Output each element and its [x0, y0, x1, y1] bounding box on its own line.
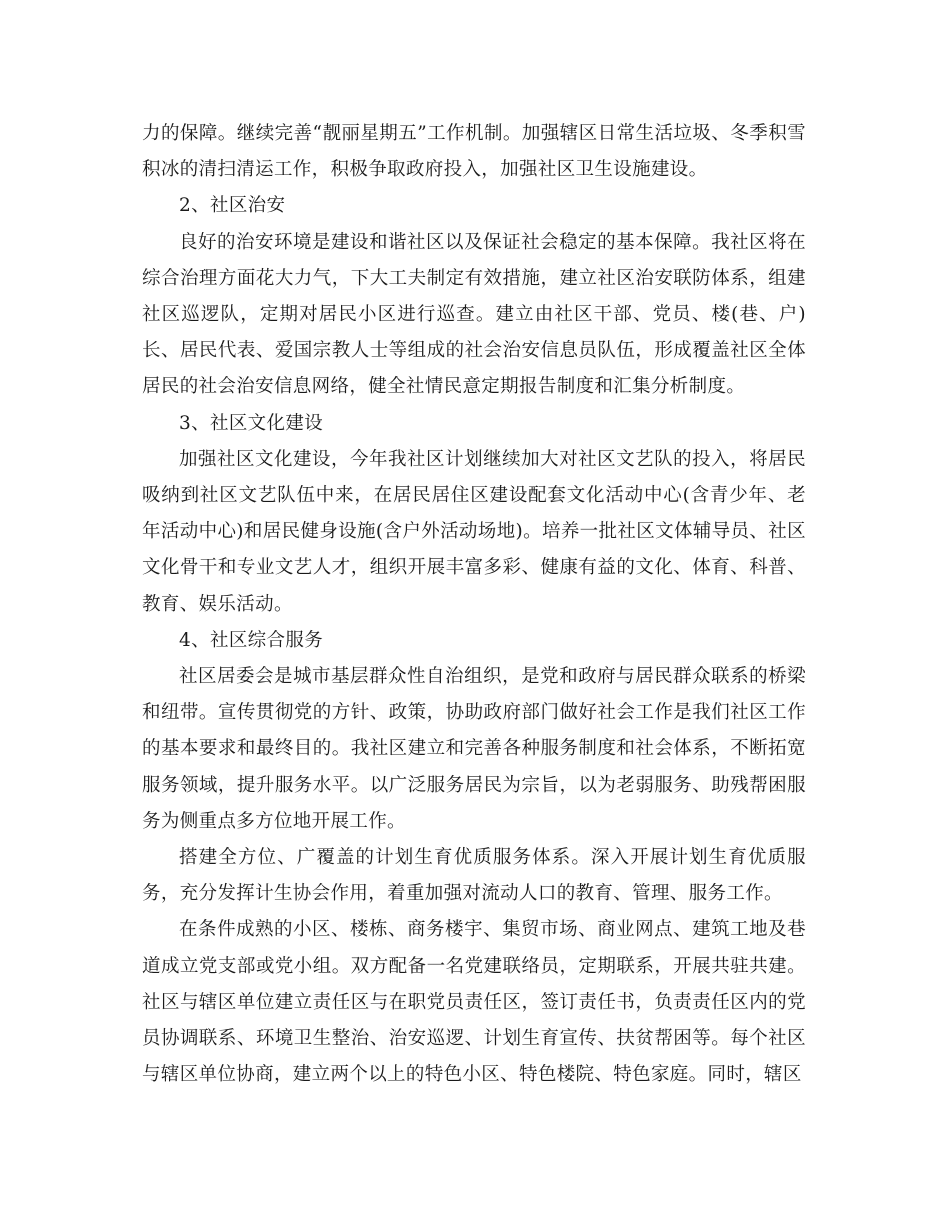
section-heading-culture: 3、社区文化建设: [179, 412, 324, 434]
document-body: [142, 116, 806, 1093]
section-heading-public-security: 2、社区治安: [179, 195, 286, 217]
paragraph-public-security: 良好的治安环境是建设和谐社区以及保证社会稳定的基本保障。我社区将在综合治理方面花大力气，下大工夫制定有效措施，建立社区治安联防体系，组建社区巡逻队，定期对居民小区进行巡查。建立由社区干部、党员、楼(巷、户)长、居民代表、爱国宗教人士等组成的社会治安信息员队伍，形成覆盖社区全体居民的社会治安信息网络，健全社情民意定期报告制度和汇集分析制度。: [142, 231, 806, 398]
paragraph-services: 社区居委会是城市基层群众性自治组织，是党和政府与居民群众联系的桥梁和纽带。宣传贯彻党的方针、政策，协助政府部门做好社会工作是我们社区工作的基本要求和最终目的。我社区建立和完善各种服务制度和社会体系，不断拓宽服务领域，提升服务水平。以广泛服务居民为宗旨，以为老弱服务、助残帮困服务为侧重点多方位地开展工作。: [142, 666, 806, 832]
section-heading-services: 4、社区综合服务: [179, 629, 324, 651]
paragraph-continuation: 力的保障。继续完善“靓丽星期五”工作机制。加强辖区日常生活垃圾、冬季积雪积冰的清扫清运工作，积极争取政府投入，加强社区卫生设施建设。: [142, 123, 806, 181]
paragraph-culture: 加强社区文化建设，今年我社区计划继续加大对社区文艺队的投入，将居民吸纳到社区文艺队伍中来，在居民居住区建设配套文化活动中心(含青少年、老年活动中心)和居民健身设施(含户外活动场地)。培养一批社区文体辅导员、社区文化骨干和专业文艺人才，组织开展丰富多彩、健康有益的文化、体育、科普、教育、娱乐活动。: [142, 448, 806, 615]
paragraph-family-planning: 搭建全方位、广覆盖的计划生育优质服务体系。深入开展计划生育优质服务，充分发挥计生协会作用，着重加强对流动人口的教育、管理、服务工作。: [142, 847, 806, 905]
paragraph-party-building: 在条件成熟的小区、楼栋、商务楼宇、集贸市场、商业网点、建筑工地及巷道成立党支部或党小组。双方配备一名党建联络员，定期联系，开展共驻共建。社区与辖区单位建立责任区与在职党员责任区，签订责任书，负责责任区内的党员协调联系、环境卫生整治、治安巡逻、计划生育宣传、扶贫帮困等。每个社区与辖区单位协商，建立两个以上的特色小区、特色楼院、特色家庭。同时，辖区: [142, 919, 806, 1086]
